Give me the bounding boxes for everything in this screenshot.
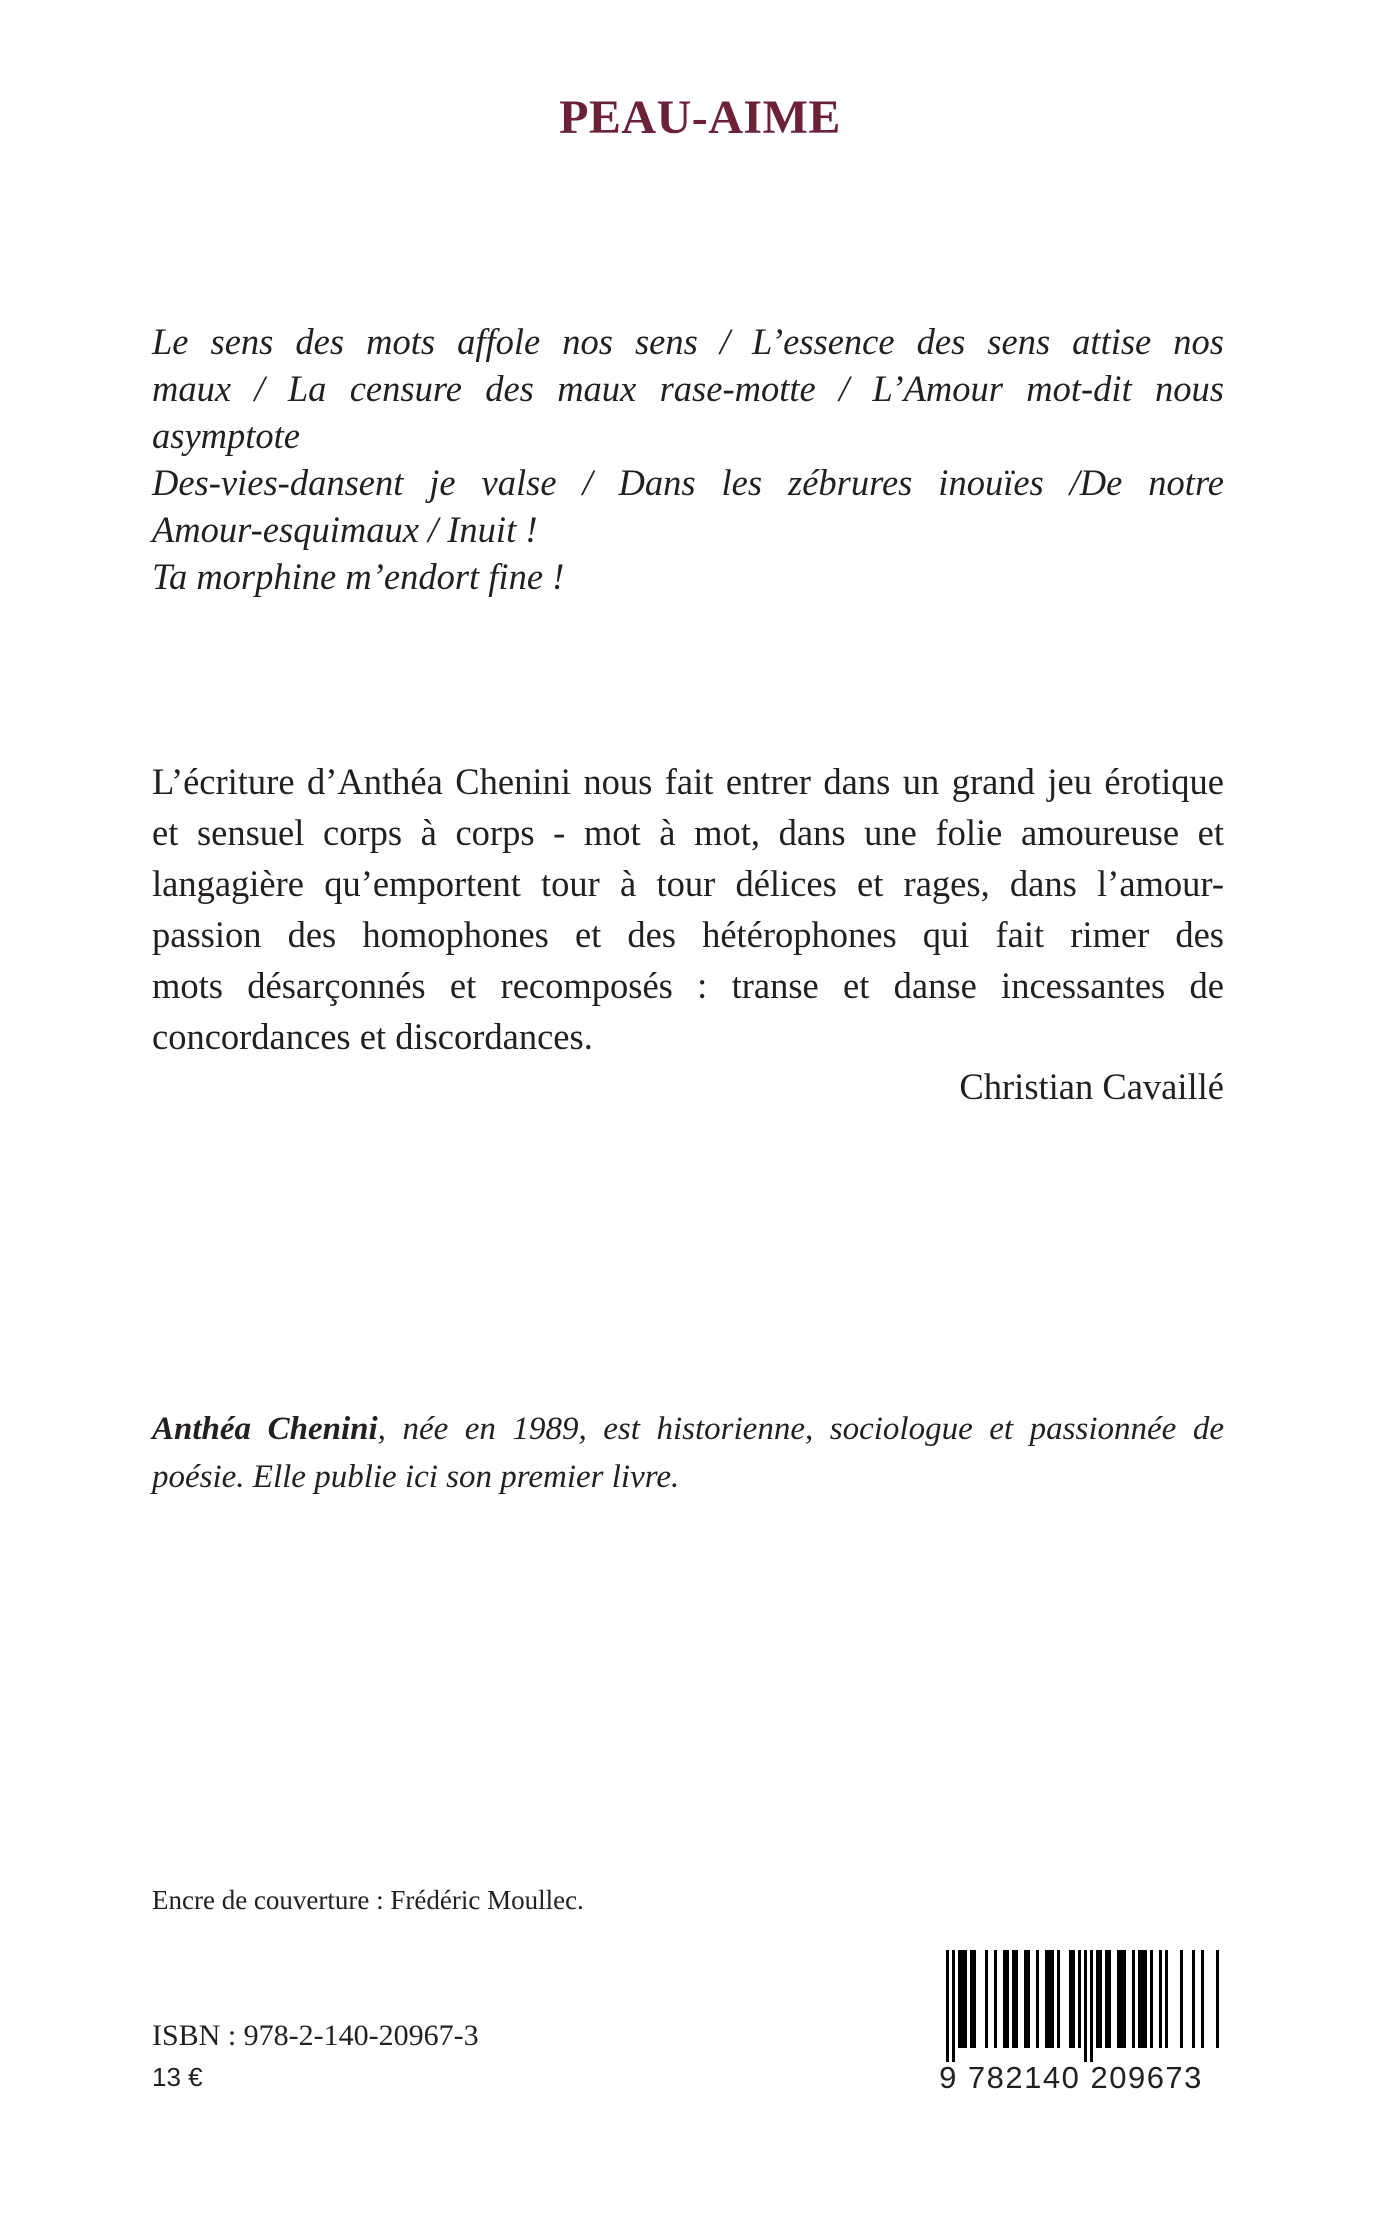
barcode-guard-bar: [1084, 1950, 1087, 2062]
poem-excerpt: [152, 318, 1224, 600]
poem-line: asymptote: [152, 415, 300, 456]
barcode-digits: 9 782140 209673: [939, 2060, 1203, 2095]
barcode-bar: [994, 1950, 997, 2048]
poem-line: Ta morphine m’endort fine !: [152, 556, 565, 597]
barcode-bar: [1159, 1950, 1162, 2048]
blurb-line: mots désarçonnés et recomposés : transe et danse incessantes de: [152, 965, 1224, 1006]
blurb-line: L’écriture d’Anthéa Chenini nous fait entrer dans un grand jeu érotique: [152, 761, 1224, 802]
barcode-bar: [958, 1950, 961, 2048]
bio-line: [152, 1405, 1224, 1453]
isbn-label: ISBN : 978-2-140-20967-3: [152, 2019, 479, 2052]
blurb-signature: Christian Cavaillé: [959, 1066, 1224, 1107]
author-bio: [152, 1405, 1224, 1501]
barcode-bar: [1141, 1950, 1144, 2048]
barcode-bars: [920, 1950, 1222, 2062]
barcode-guard-bar: [952, 1950, 955, 2062]
barcode-bar: [985, 1950, 988, 2048]
barcode-bar: [970, 1950, 973, 2048]
barcode-bar: [1138, 1950, 1141, 2048]
bio-line-rest: , née en 1989, est historienne, sociologue et passionnée de: [377, 1411, 1224, 1447]
barcode-bar: [1105, 1950, 1108, 2048]
barcode-bar: [1069, 1950, 1072, 2048]
poem-line: Amour-esquimaux / Inuit !: [152, 509, 538, 550]
poem-line: maux / La censure des maux rase-motte / L’Amour mot-dit nous: [152, 368, 1224, 409]
blurb-paragraph: [152, 756, 1224, 1062]
barcode-bar: [1078, 1950, 1081, 2048]
barcode-bar: [1132, 1950, 1135, 2048]
barcode-bar: [1027, 1950, 1030, 2048]
book-title: PEAU-AIME: [559, 91, 841, 144]
blurb-line: langagière qu’emportent tour à tour délices et rages, dans l’amour-: [152, 863, 1224, 904]
barcode-bar: [1003, 1950, 1006, 2048]
barcode-bar: [1051, 1950, 1054, 2048]
barcode-bar: [1024, 1950, 1027, 2048]
barcode-guard-bar: [946, 1950, 949, 2062]
barcode-bar: [1123, 1950, 1126, 2048]
bio-line: poésie. Elle publie ici son premier livre.: [152, 1459, 680, 1495]
barcode-guard-bar: [1090, 1950, 1093, 2062]
barcode-bar: [1006, 1950, 1009, 2048]
barcode-bar: [961, 1950, 964, 2048]
barcode-bar: [1144, 1950, 1147, 2048]
barcode-bar: [1012, 1950, 1015, 2048]
blurb-line: passion des homophones et des hétérophones qui fait rimer des: [152, 914, 1224, 955]
barcode-bar: [1048, 1950, 1051, 2048]
blurb-line: et sensuel corps à corps - mot à mot, dans une folie amoureuse et: [152, 812, 1224, 853]
barcode-bar: [1150, 1950, 1153, 2048]
barcode-bar: [1057, 1950, 1060, 2048]
barcode-bar: [1096, 1950, 1099, 2048]
barcode-bar: [1099, 1950, 1102, 2048]
barcode-bar: [1117, 1950, 1120, 2048]
barcode-bar: [964, 1950, 967, 2048]
author-name: Anthéa Chenini: [152, 1411, 378, 1447]
poem-line: Le sens des mots affole nos sens / L’essence des sens attise nos: [152, 321, 1224, 362]
barcode-bar: [1015, 1950, 1018, 2048]
barcode-bar: [1165, 1950, 1168, 2048]
barcode-bar: [1108, 1950, 1111, 2048]
barcode-bar: [973, 1950, 976, 2048]
barcode-bar: [1036, 1950, 1039, 2048]
barcode-bar: [1180, 1950, 1183, 2048]
barcode-bar: [1192, 1950, 1195, 2048]
barcode-bar: [1045, 1950, 1048, 2048]
barcode-bar: [1216, 1950, 1219, 2048]
barcode-bar: [1072, 1950, 1075, 2048]
barcode-bar: [1120, 1950, 1123, 2048]
price-label: 13 €: [152, 2062, 203, 2092]
barcode-bar: [1201, 1950, 1204, 2048]
poem-line: Des-vies-dansent je valse / Dans les zébrures inouïes /De notre: [152, 462, 1224, 503]
blurb-line: concordances et discordances.: [152, 1016, 593, 1057]
cover-credit: Encre de couverture : Frédéric Moullec.: [152, 1885, 584, 1915]
